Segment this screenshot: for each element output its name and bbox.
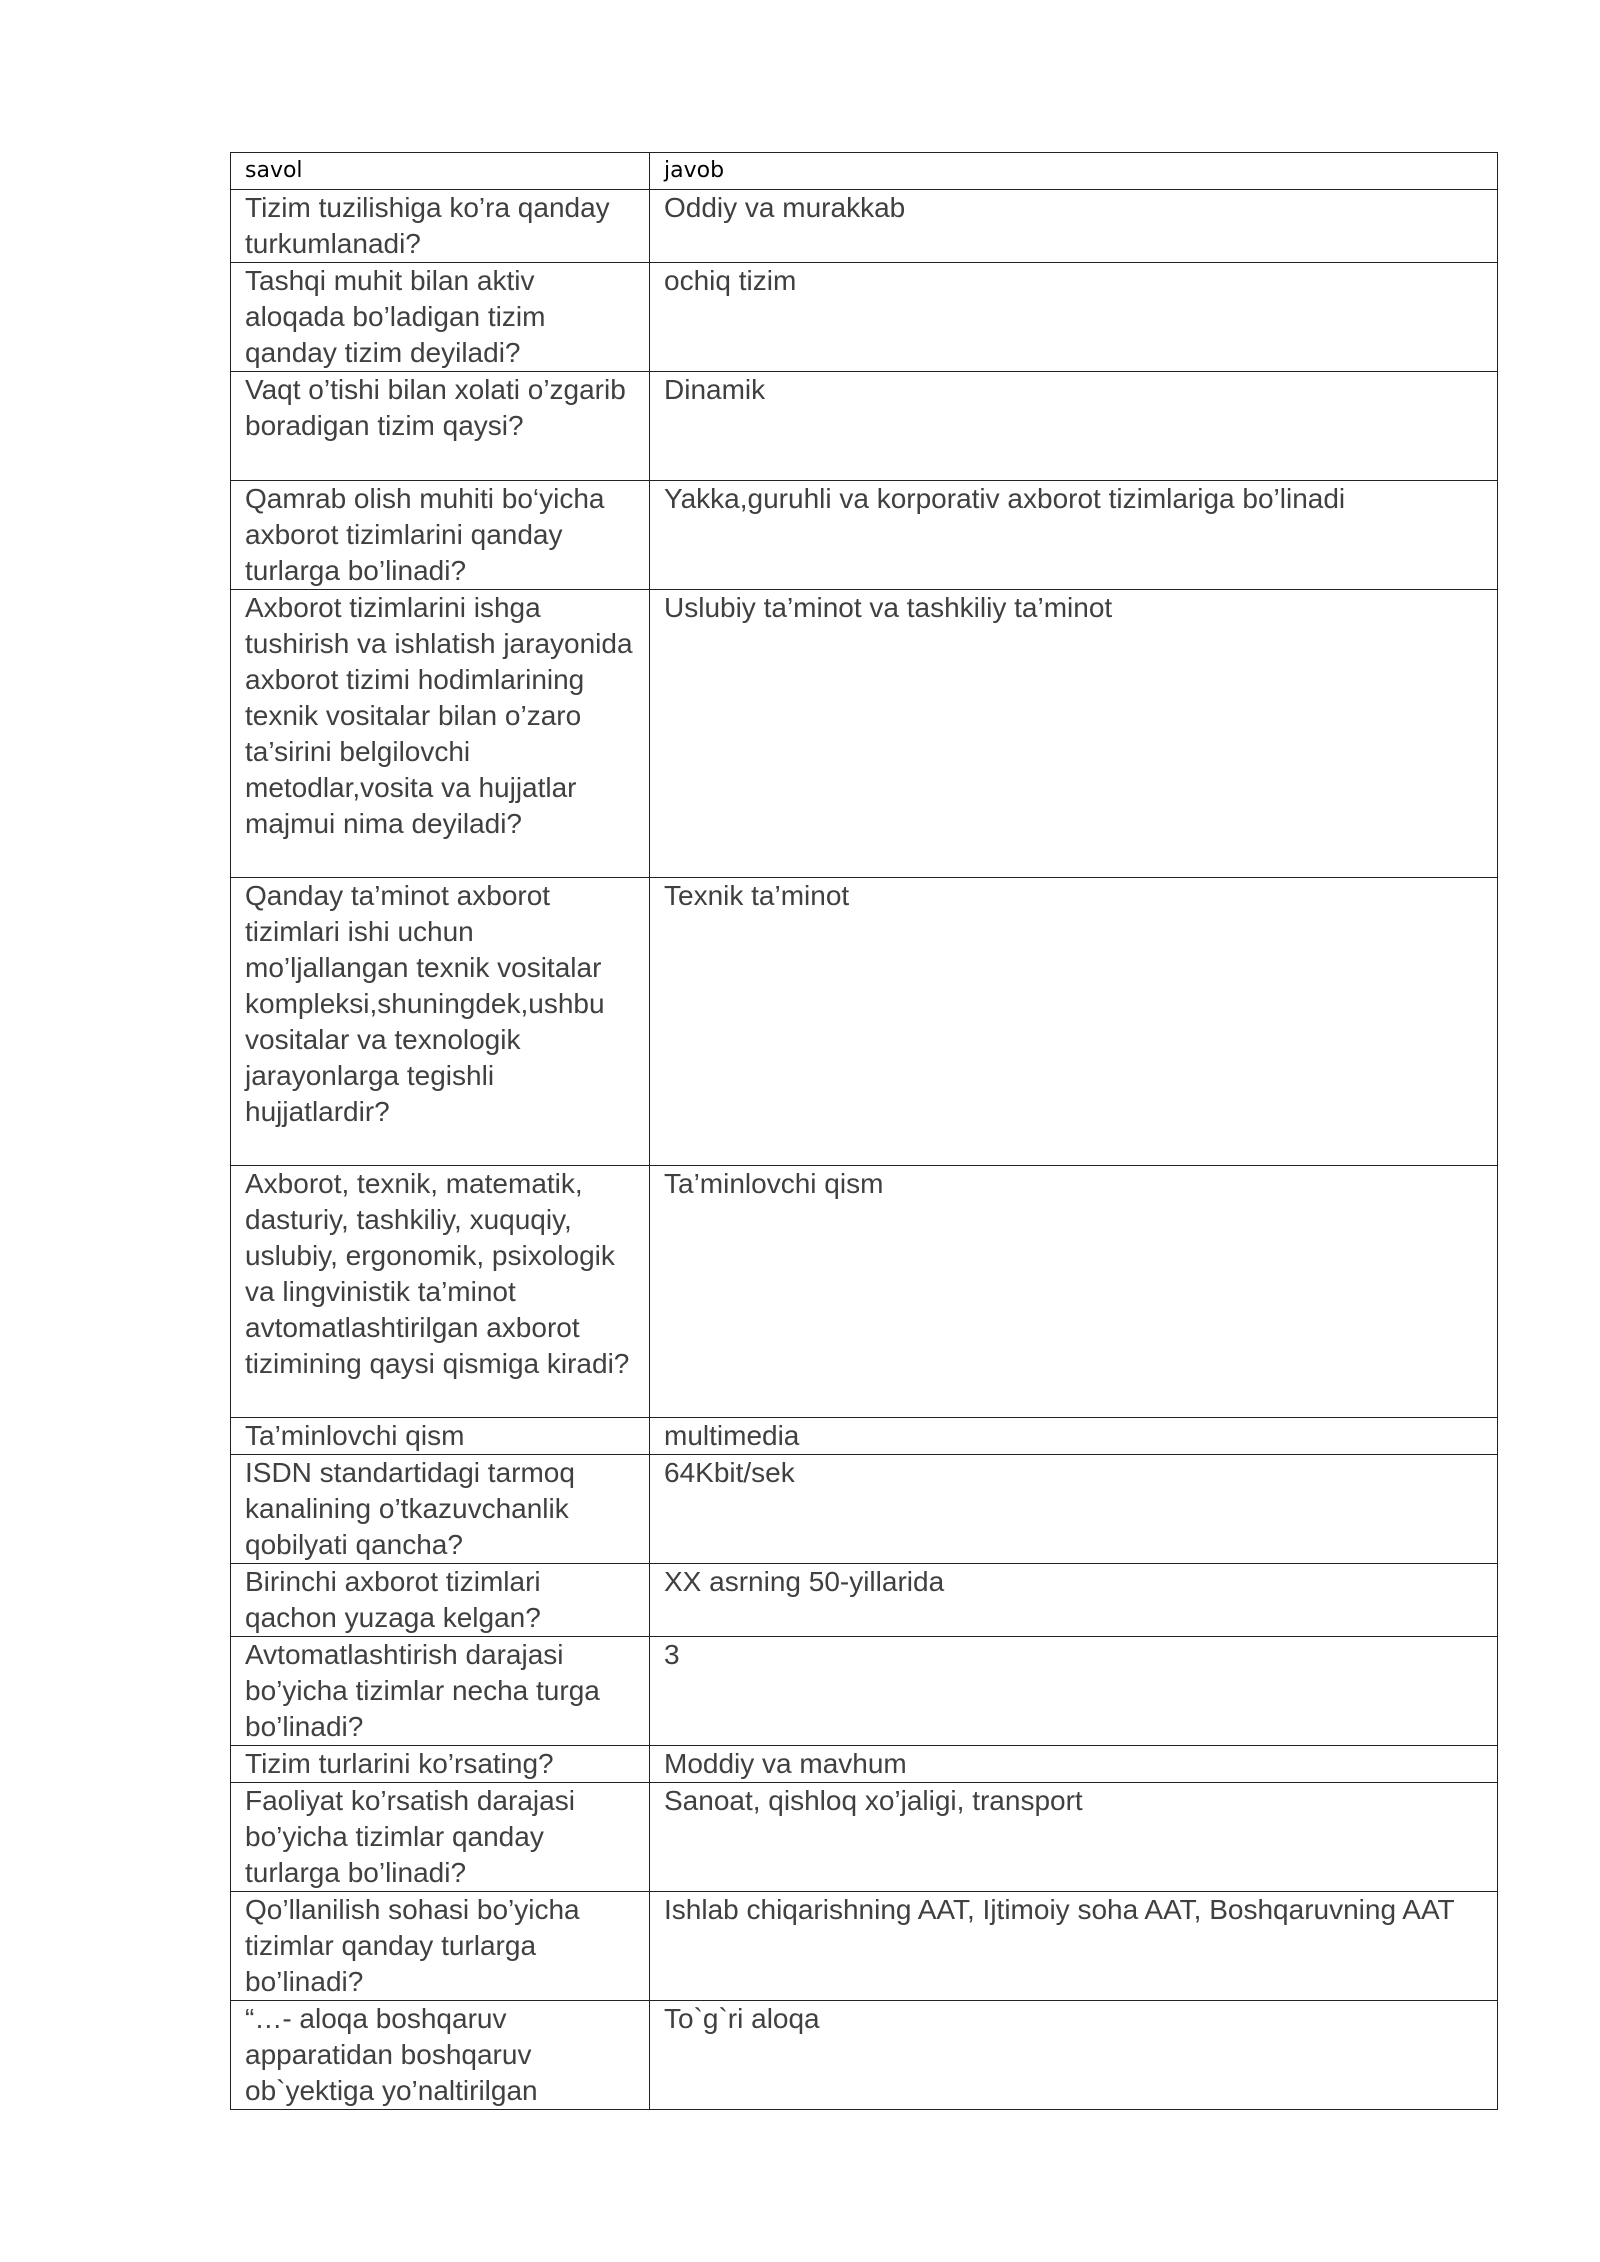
table-row [231, 481, 1498, 590]
answer-cell: Ta’minlovchi qism [650, 1166, 1498, 1418]
answer-cell: Moddiy va mavhum [650, 1746, 1498, 1783]
table-row [231, 590, 1498, 878]
answer-cell: multimedia [650, 1418, 1498, 1455]
table-row [231, 1637, 1498, 1746]
table-row [231, 263, 1498, 372]
question-cell: “…- aloqa boshqaruv apparatidan boshqaruv ob`yektiga yo’naltirilgan [231, 2001, 650, 2110]
table-row [231, 1783, 1498, 1892]
header-answer: javob [650, 153, 1498, 190]
question-cell: Qamrab olish muhiti bo‘yicha axborot tizimlarini qanday turlarga bo’linadi? [231, 481, 650, 590]
table-header-row [231, 153, 1498, 190]
answer-cell: Dinamik [650, 372, 1498, 481]
answer-cell: 3 [650, 1637, 1498, 1746]
answer-cell: Yakka,guruhli va korporativ axborot tizimlariga bo’linadi [650, 481, 1498, 590]
table-row [231, 1564, 1498, 1637]
answer-cell: Texnik ta’minot [650, 878, 1498, 1166]
answer-cell: Uslubiy ta’minot va tashkiliy ta’minot [650, 590, 1498, 878]
question-cell: Faoliyat ko’rsatish darajasi bo’yicha tizimlar qanday turlarga bo’linadi? [231, 1783, 650, 1892]
question-cell: Axborot, texnik, matematik, dasturiy, tashkiliy, xuquqiy, uslubiy, ergonomik, psixologik va lingvinistik ta’minot avtomatlashtirilgan axborot tizimining qaysi qismiga kiradi? [231, 1166, 650, 1418]
question-cell: Birinchi axborot tizimlari qachon yuzaga kelgan? [231, 1564, 650, 1637]
table-row [231, 1892, 1498, 2001]
table-row [231, 878, 1498, 1166]
answer-cell: Ishlab chiqarishning AAT, Ijtimoiy soha AAT, Boshqaruvning AAT [650, 1892, 1498, 2001]
answer-cell: To`g`ri aloqa [650, 2001, 1498, 2110]
question-cell: Tizim turlarini ko’rsating? [231, 1746, 650, 1783]
answer-cell: Oddiy va murakkab [650, 190, 1498, 263]
question-cell: Avtomatlashtirish darajasi bo’yicha tizimlar necha turga bo’linadi? [231, 1637, 650, 1746]
question-cell: Tashqi muhit bilan aktiv aloqada bo’ladigan tizim qanday tizim deyiladi? [231, 263, 650, 372]
table-row [231, 2001, 1498, 2110]
answer-cell: Sanoat, qishloq xo’jaligi, transport [650, 1783, 1498, 1892]
table-row [231, 1418, 1498, 1455]
question-cell: Tizim tuzilishiga ko’ra qanday turkumlanadi? [231, 190, 650, 263]
question-cell: Qo’llanilish sohasi bo’yicha tizimlar qanday turlarga bo’linadi? [231, 1892, 650, 2001]
question-cell: Vaqt o’tishi bilan xolati o’zgarib boradigan tizim qaysi? [231, 372, 650, 481]
table-row [231, 1166, 1498, 1418]
table-row [231, 190, 1498, 263]
table-row [231, 1746, 1498, 1783]
table-row [231, 372, 1498, 481]
header-question: savol [231, 153, 650, 190]
qa-table [230, 152, 1498, 2110]
question-cell: ISDN standartidagi tarmoq kanalining o’tkazuvchanlik qobilyati qancha? [231, 1455, 650, 1564]
answer-cell: ochiq tizim [650, 263, 1498, 372]
answer-cell: 64Kbit/sek [650, 1455, 1498, 1564]
table-row [231, 1455, 1498, 1564]
question-cell: Axborot tizimlarini ishga tushirish va ishlatish jarayonida axborot tizimi hodimlarining texnik vositalar bilan o’zaro ta’sirini belgilovchi metodlar,vosita va hujjatlar majmui nima deyiladi? [231, 590, 650, 878]
question-cell: Qanday ta’minot axborot tizimlari ishi uchun mo’ljallangan texnik vositalar kompleksi,shuningdek,ushbu vositalar va texnologik jarayonlarga tegishli hujjatlardir? [231, 878, 650, 1166]
answer-cell: XX asrning 50-yillarida [650, 1564, 1498, 1637]
question-cell: Ta’minlovchi qism [231, 1418, 650, 1455]
